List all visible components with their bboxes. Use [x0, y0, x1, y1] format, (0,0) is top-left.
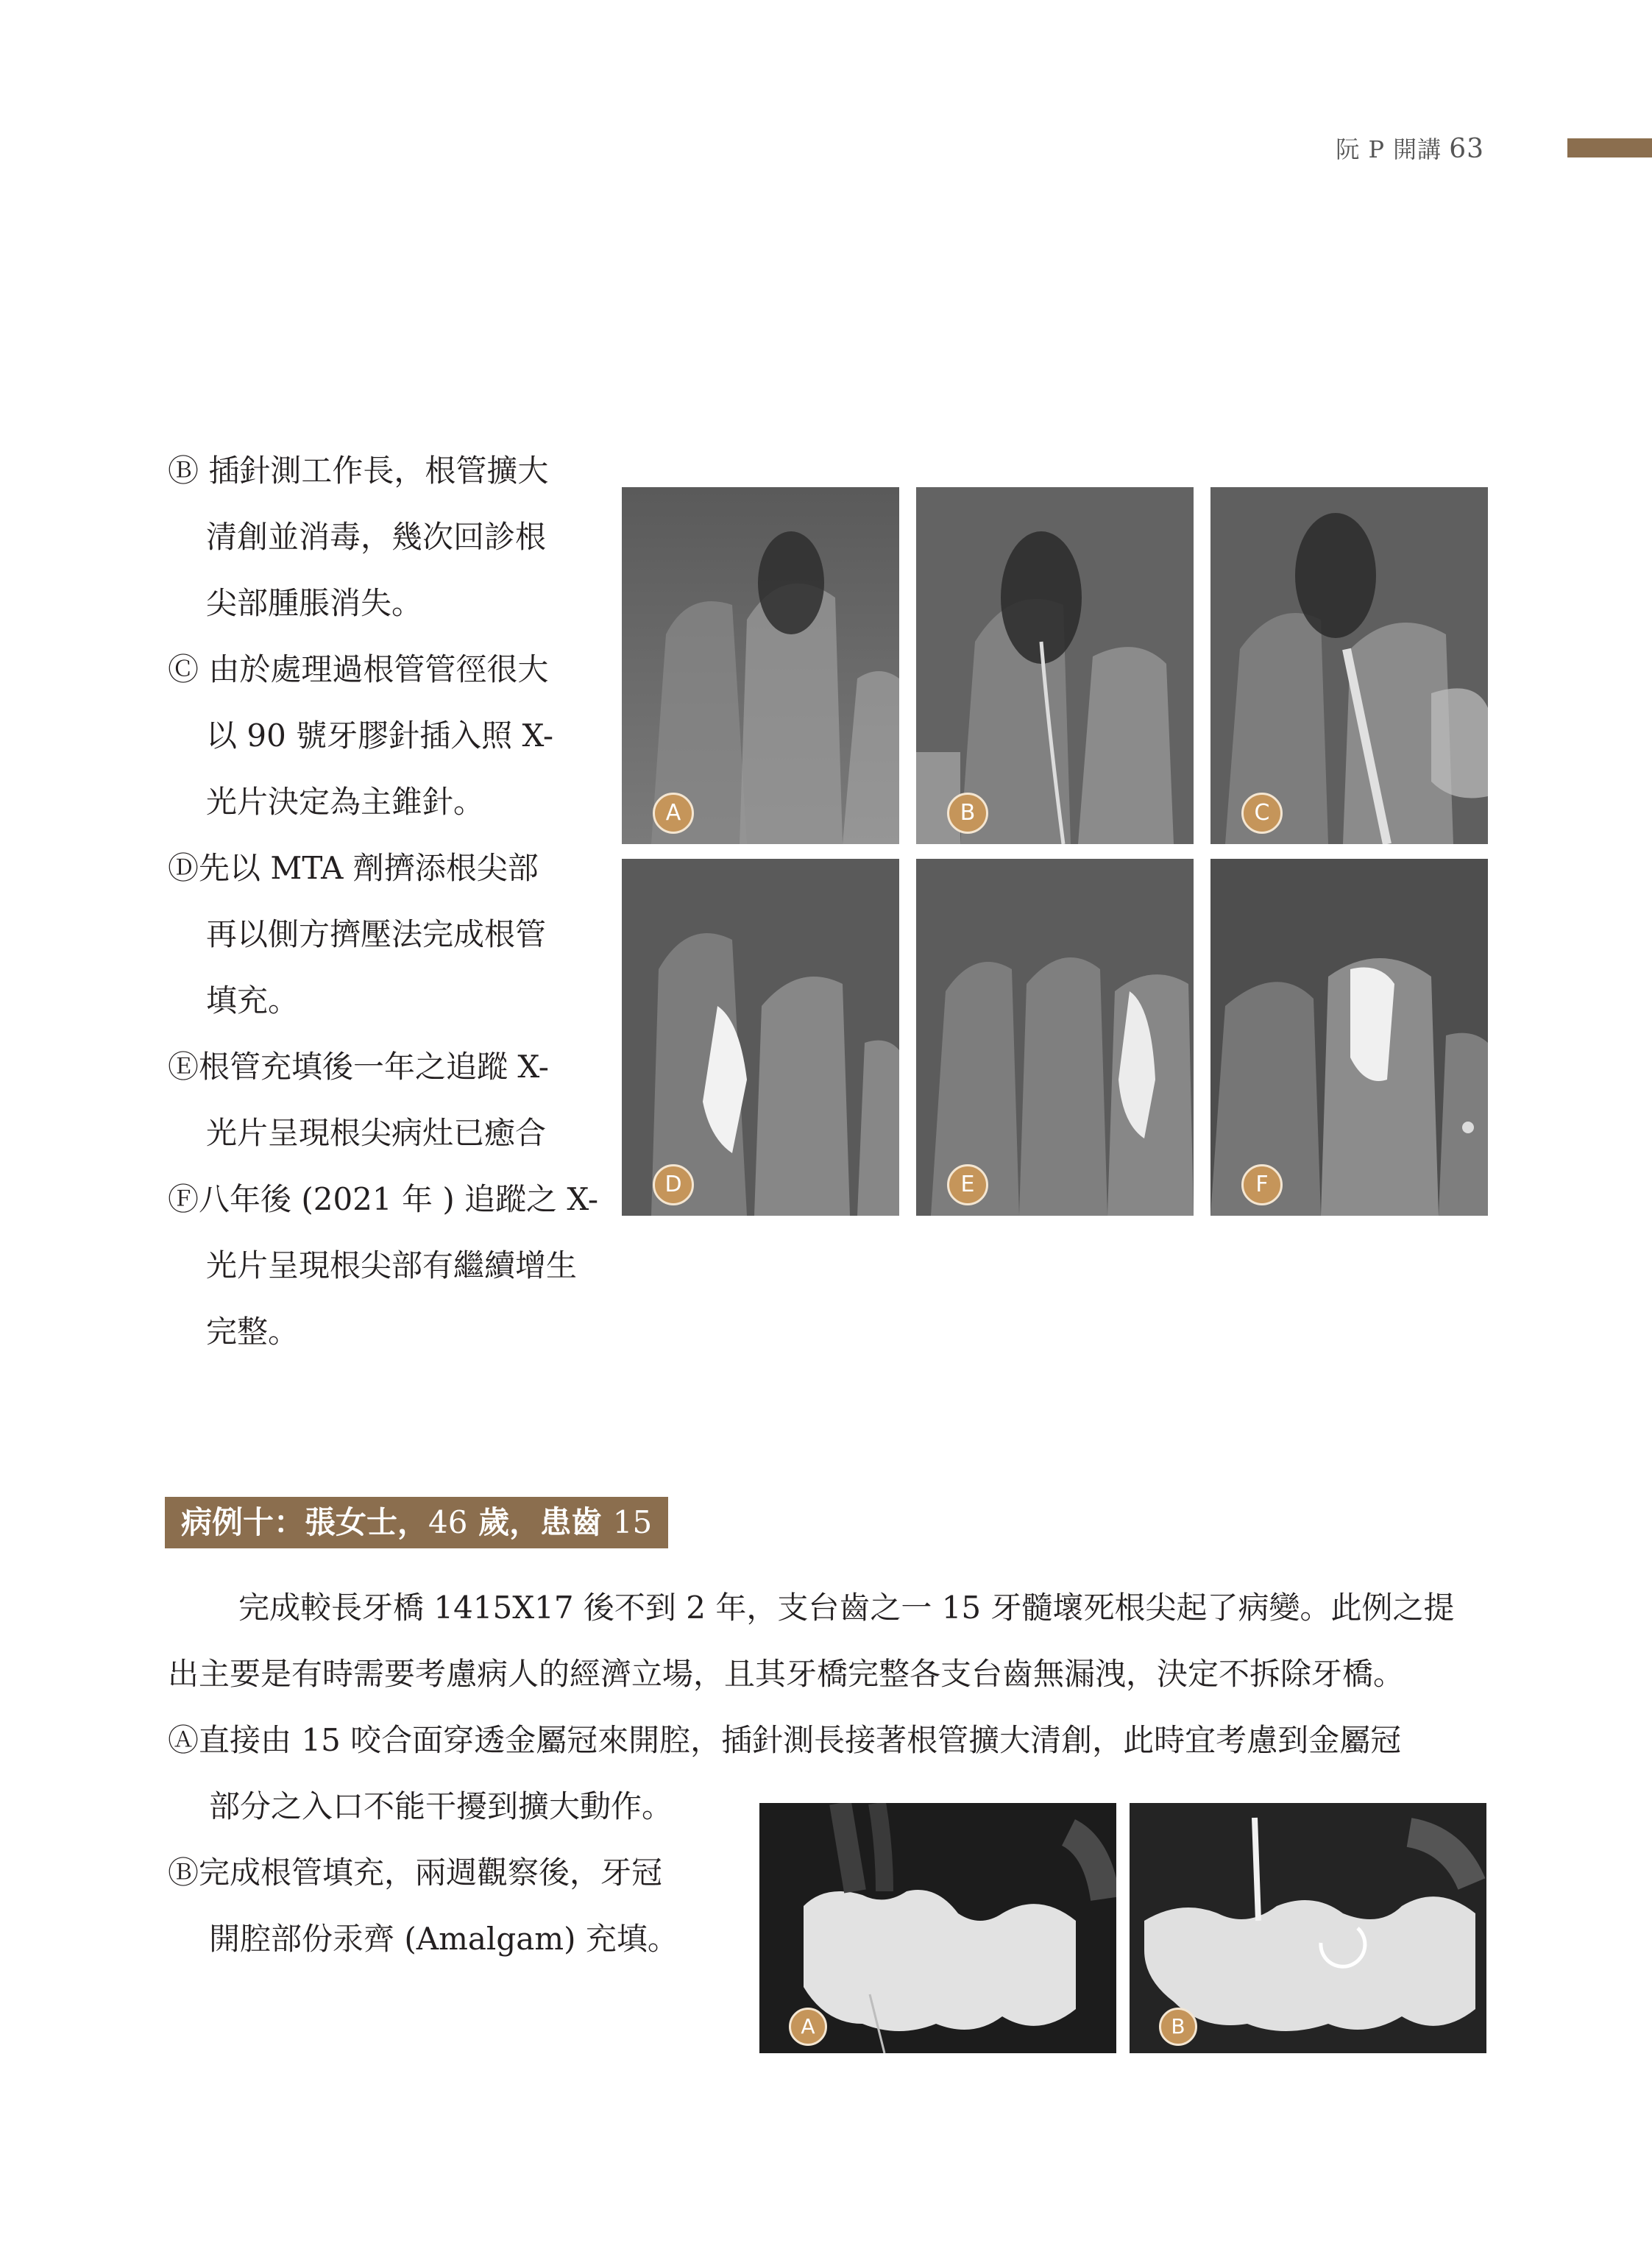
step-line: Ⓓ先以 MTA 劑擠添根尖部 — [168, 850, 539, 886]
xray-label-badge: B — [947, 793, 988, 834]
xray-label-badge: C — [1241, 793, 1283, 834]
running-header — [1336, 131, 1484, 165]
step-f — [168, 1166, 609, 1365]
step-line: 光片呈現根尖部有繼續增生 — [206, 1247, 578, 1283]
item-a-line: Ⓐ直接由 15 咬合面穿透金屬冠來開腔，插針測長接著根管擴大清創，此時宜考慮到金屬冠 — [168, 1722, 1402, 1758]
xray-label-badge: A — [653, 793, 694, 834]
body-paragraph-line: 完成較長牙橋 1415X17 後不到 2 年，支台齒之一 15 牙髓壞死根尖起了病變。此例之提 — [238, 1590, 1455, 1626]
xray-label-badge: A — [789, 2008, 827, 2046]
xray-label-badge: F — [1241, 1164, 1283, 1205]
step-line: 清創並消毒，幾次回診根 — [206, 519, 547, 555]
step-line: Ⓒ 由於處理過根管管徑很大 — [168, 651, 549, 687]
item-b — [168, 1840, 678, 1972]
xray-image-d — [622, 859, 899, 1216]
case10-xray-a — [759, 1803, 1116, 2053]
step-line: Ⓔ根管充填後一年之追蹤 X- — [168, 1049, 549, 1085]
page-number: 63 — [1449, 134, 1484, 164]
step-line: 再以側方擠壓法完成根管 — [206, 916, 547, 952]
procedure-steps — [168, 438, 609, 1365]
item-a-line: 部分之入口不能干擾到擴大動作。 — [209, 1788, 673, 1824]
body-paragraph-line: 出主要是有時需要考慮病人的經濟立場，且其牙橋完整各支台齒無漏洩，決定不拆除牙橋。 — [168, 1656, 1405, 1692]
xray-image-a — [622, 487, 899, 844]
xray-image-f — [1210, 859, 1488, 1216]
case-body — [168, 1575, 1492, 1840]
xray-image-b — [916, 487, 1194, 844]
step-b — [168, 438, 609, 637]
step-line: 以 90 號牙膠針插入照 X- — [206, 718, 554, 754]
item-b-line: Ⓑ完成根管填充，兩週觀察後，牙冠 — [168, 1855, 663, 1891]
step-line: 完整。 — [206, 1314, 299, 1350]
case-age: 46 — [428, 1504, 468, 1540]
step-line: 尖部腫脹消失。 — [206, 585, 423, 621]
header-accent-bar — [1567, 138, 1652, 157]
step-line: 填充。 — [206, 982, 299, 1019]
xray-label-badge: D — [653, 1164, 694, 1205]
step-line: Ⓕ八年後 (2021 年 ) 追蹤之 X- — [168, 1181, 599, 1217]
case10-xray-b — [1130, 1803, 1486, 2053]
case-title-suffix: 歲，患齒 — [467, 1504, 613, 1540]
running-title: 阮 P 開講 — [1336, 135, 1442, 163]
case-tooth: 15 — [612, 1504, 653, 1540]
step-line: 光片呈現根尖病灶已癒合 — [206, 1115, 547, 1151]
case-title — [165, 1497, 668, 1548]
xray-label-badge: E — [947, 1164, 988, 1205]
step-line: 光片決定為主錐針。 — [206, 784, 485, 820]
step-e — [168, 1034, 609, 1166]
xray-image-c — [1210, 487, 1488, 844]
item-b-line: 開腔部份汞齊 (Amalgam) 充填。 — [209, 1921, 678, 1957]
xray-image-e — [916, 859, 1194, 1216]
xray-label-badge: B — [1159, 2008, 1197, 2046]
step-c — [168, 637, 609, 835]
case-title-prefix: 病例十：張女士， — [181, 1504, 429, 1540]
step-d — [168, 835, 609, 1034]
step-line: Ⓑ 插針測工作長，根管擴大 — [168, 453, 549, 489]
